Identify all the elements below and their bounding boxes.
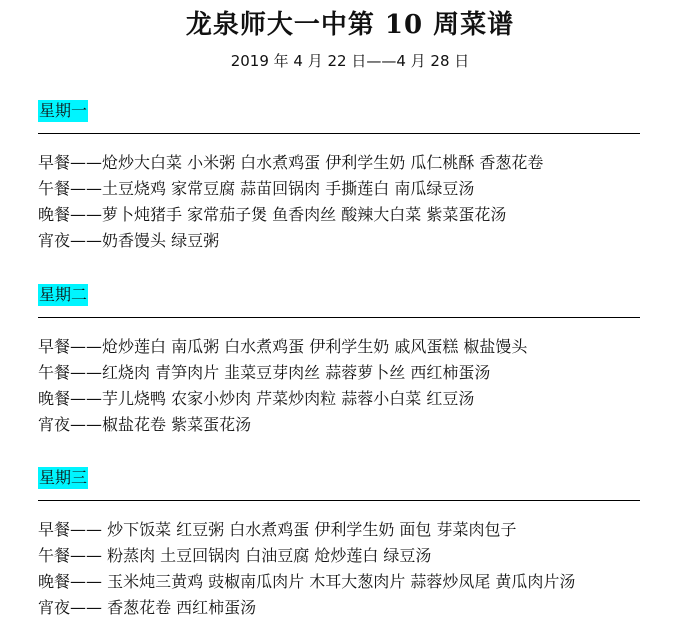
meal-line-lunch: 午餐——红烧肉 青笋肉片 韭菜豆芽肉丝 蒜蓉萝卜丝 西红柿蛋汤 — [38, 363, 491, 382]
meal-line-breakfast: 早餐——炝炒莲白 南瓜粥 白水煮鸡蛋 伊利学生奶 戚风蛋糕 椒盐馒头 — [38, 337, 528, 356]
meal-line-breakfast: 早餐—— 炒下饭菜 红豆粥 白水煮鸡蛋 伊利学生奶 面包 芽菜肉包子 — [38, 520, 517, 539]
day-section-monday — [38, 100, 642, 250]
menu-title: 龙泉师大一中第 10 周菜谱 — [185, 10, 515, 40]
day-label: 星期一 — [39, 101, 88, 120]
meal-line-late-snack: 宵夜—— 香葱花卷 西红柿蛋汤 — [38, 598, 257, 617]
meal-list — [38, 150, 543, 254]
meal-line-breakfast: 早餐——炝炒大白菜 小米粥 白水煮鸡蛋 伊利学生奶 瓜仁桃酥 香葱花卷 — [38, 153, 544, 172]
meal-line-dinner: 晚餐—— 玉米炖三黄鸡 豉椒南瓜肉片 木耳大葱肉片 蒜蓉炒凤尾 黄瓜肉片汤 — [38, 572, 576, 591]
day-section-wednesday — [38, 467, 642, 617]
date-range: 2019 年 4 月 22 日——4 月 28 日 — [230, 52, 470, 70]
meal-line-dinner: 晚餐——芋儿烧鸭 农家小炒肉 芹菜炒肉粒 蒜蓉小白菜 红豆汤 — [38, 389, 475, 408]
day-section-tuesday — [38, 284, 642, 434]
meal-line-late-snack: 宵夜——奶香馒头 绿豆粥 — [38, 231, 220, 250]
meal-line-dinner: 晚餐——萝卜炖猪手 家常茄子煲 鱼香肉丝 酸辣大白菜 紫菜蛋花汤 — [38, 205, 507, 224]
section-divider — [38, 133, 640, 134]
day-label: 星期二 — [39, 285, 88, 304]
section-divider — [38, 500, 640, 501]
section-divider — [38, 317, 640, 318]
day-label: 星期三 — [39, 468, 88, 487]
meal-list — [38, 517, 575, 621]
meal-list — [38, 334, 527, 438]
meal-line-lunch: 午餐—— 粉蒸肉 土豆回锅肉 白油豆腐 炝炒莲白 绿豆汤 — [38, 546, 432, 565]
meal-line-late-snack: 宵夜——椒盐花卷 紫菜蛋花汤 — [38, 415, 252, 434]
meal-line-lunch: 午餐——土豆烧鸡 家常豆腐 蒜苗回锅肉 手撕莲白 南瓜绿豆汤 — [38, 179, 475, 198]
